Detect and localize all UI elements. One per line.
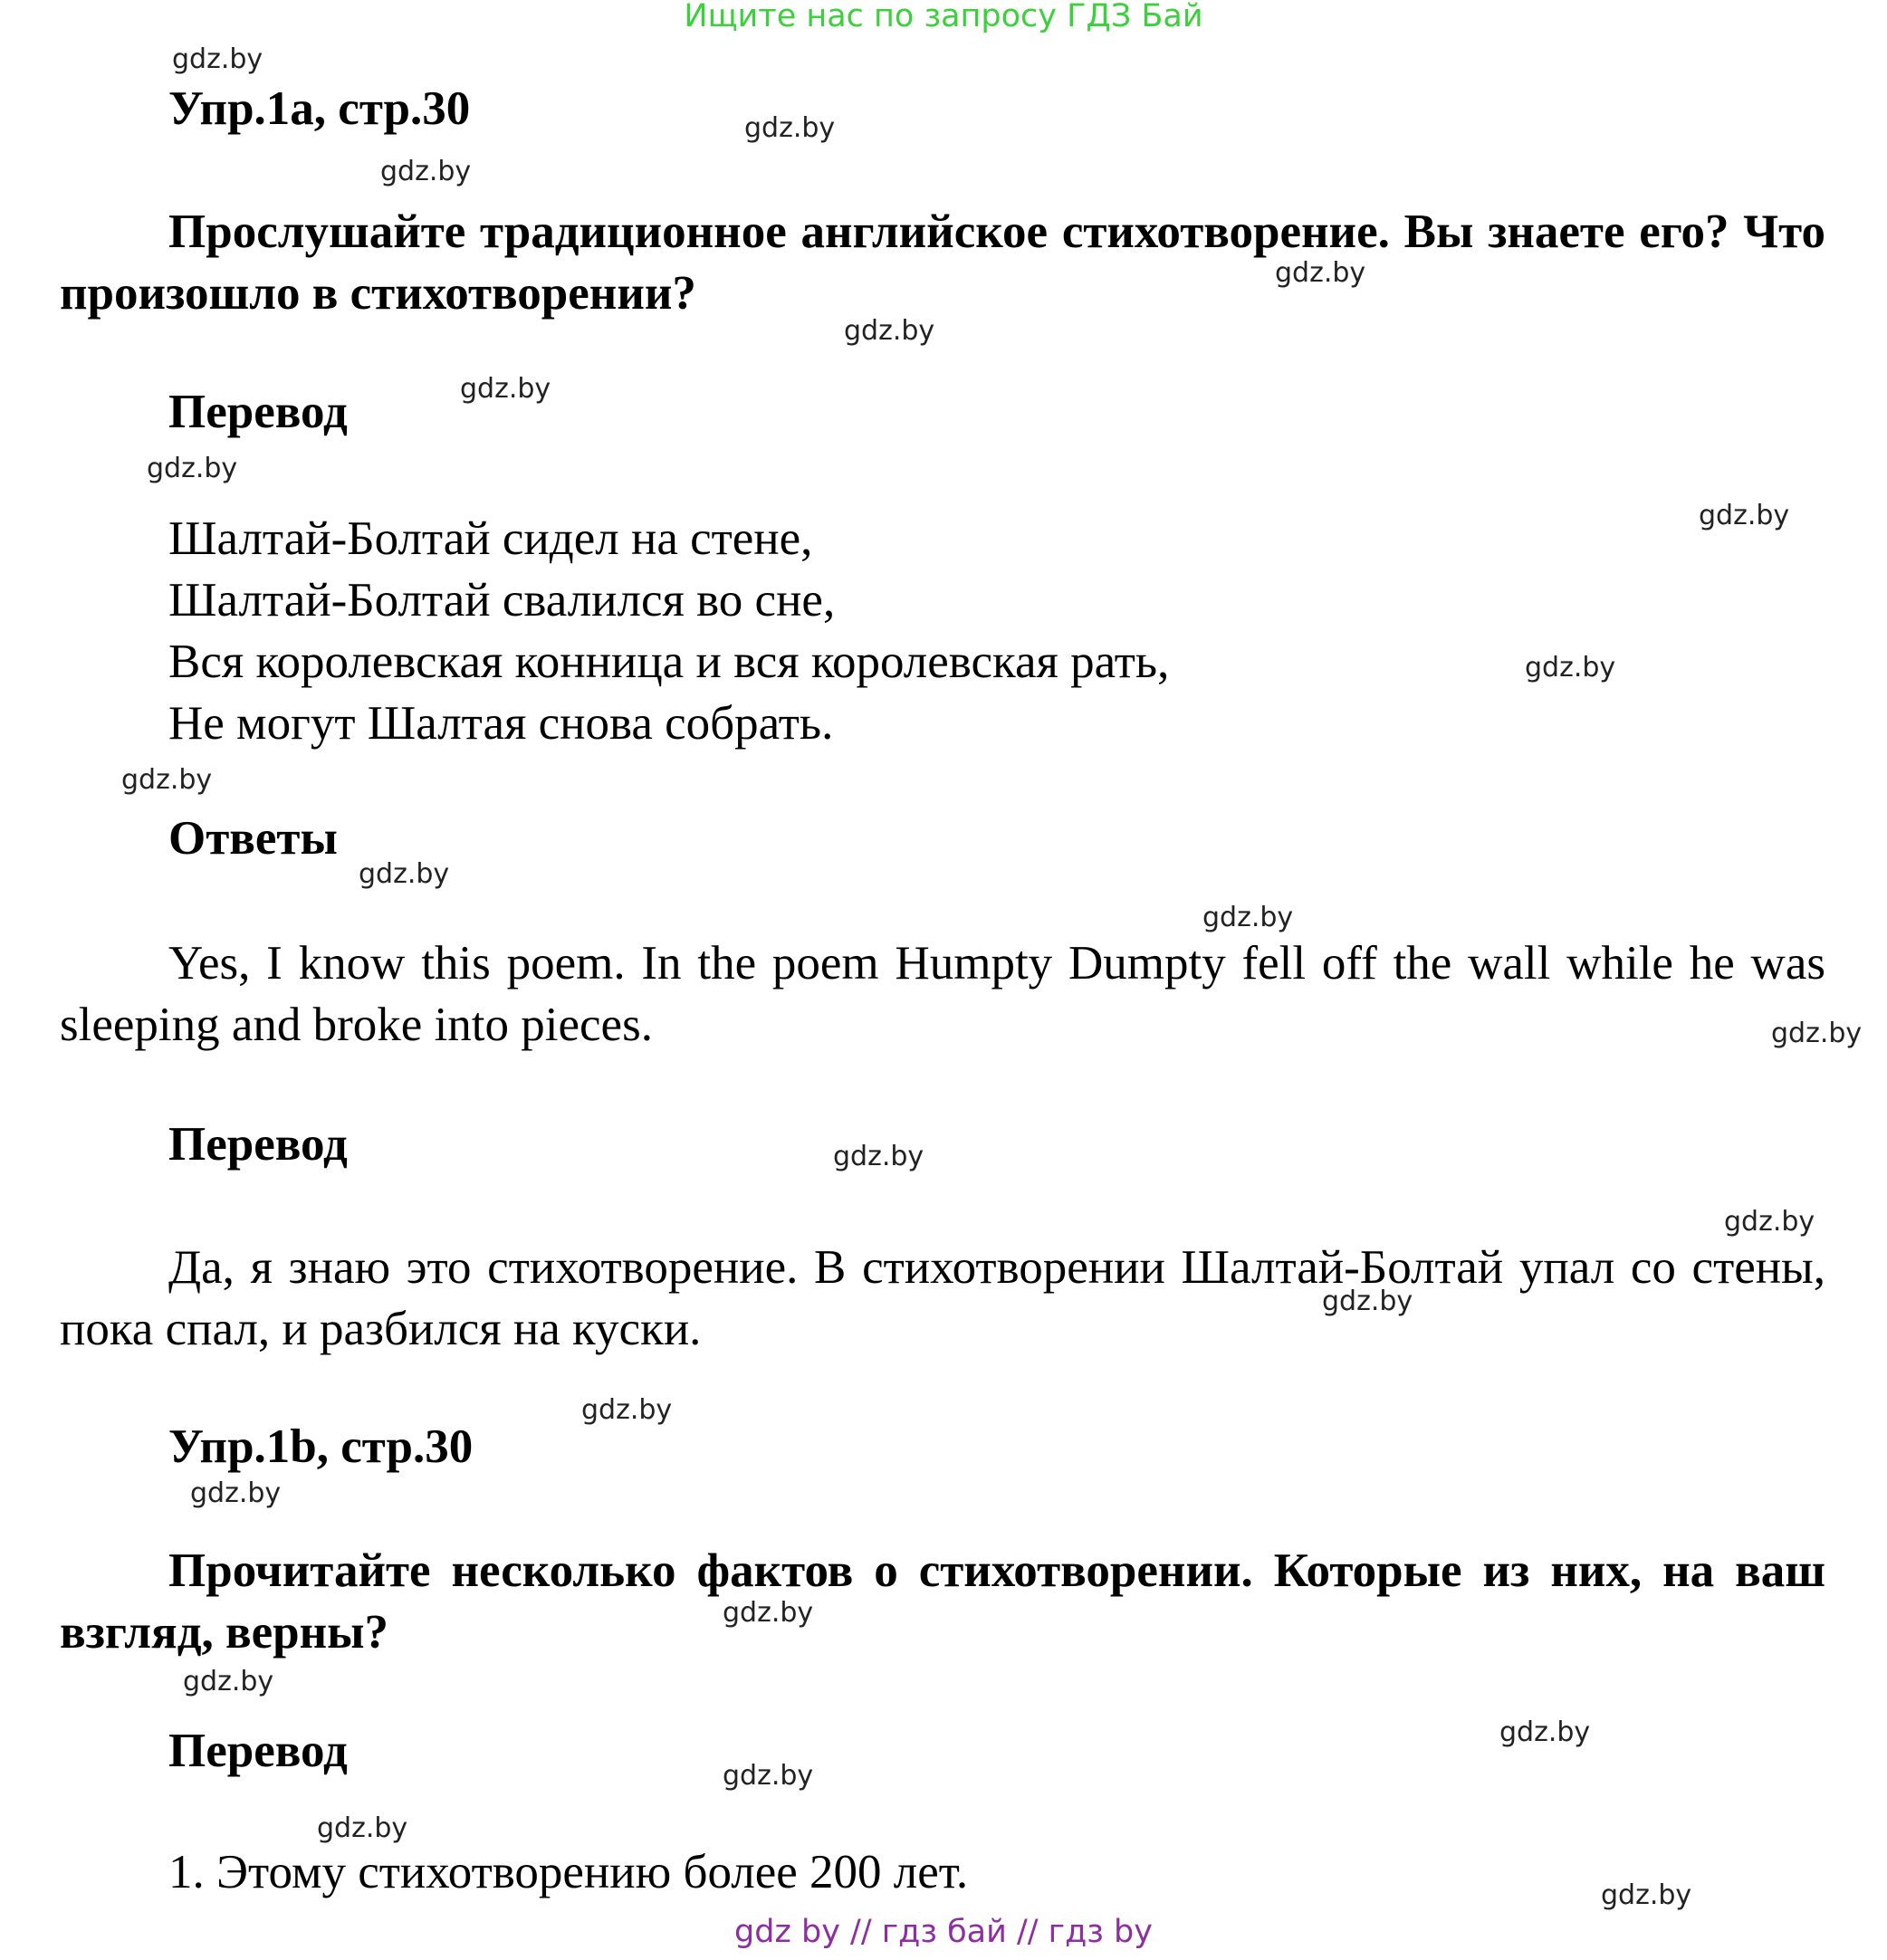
- answers-label: Ответы: [168, 812, 338, 865]
- watermark: gdz.by: [317, 1812, 408, 1844]
- exercise-1a-task: Прослушайте традиционное английское стихотворение. Вы знаете его? Что произошло в стихотворении?: [60, 206, 1825, 320]
- answer-text: Yes, I know this poem. In the poem Humpty Dumpty fell off the wall while he was sleeping and broke into pieces.: [60, 937, 1825, 1051]
- watermark: gdz.by: [190, 1477, 282, 1509]
- watermark: gdz.by: [744, 112, 836, 144]
- watermark: gdz.by: [833, 1141, 924, 1172]
- poem-line: Не могут Шалтая снова собрать.: [168, 697, 834, 750]
- exercise-1a-heading: Упр.1а, стр.30: [168, 82, 471, 135]
- poem-line: Вся королевская конница и вся королевская рать,: [168, 636, 1170, 688]
- watermark: gdz.by: [380, 156, 472, 187]
- watermark: gdz.by: [183, 1666, 274, 1697]
- exercise-1b-heading: Упр.1b, стр.30: [168, 1420, 474, 1473]
- poem: [168, 508, 1169, 754]
- watermark: gdz.by: [1699, 500, 1790, 531]
- answer-translation-label: Перевод: [168, 1118, 348, 1171]
- exercise-1b-task: Прочитайте несколько фактов о стихотворении. Которые из них, на ваш взгляд, верны?: [60, 1544, 1825, 1659]
- watermark: gdz.by: [359, 858, 450, 890]
- search-banner[interactable]: Ищите нас по запросу ГДЗ Бай: [684, 0, 1203, 34]
- exercise-1b-translation-label: Перевод: [168, 1725, 348, 1777]
- watermark: gdz.by: [460, 373, 551, 405]
- watermark: gdz.by: [1771, 1018, 1863, 1049]
- watermark: gdz.by: [1525, 652, 1616, 684]
- watermark: gdz.by: [1499, 1716, 1591, 1748]
- watermark: gdz.by: [172, 43, 263, 75]
- poem-line: Шалтай-Болтай свалился во сне,: [168, 574, 836, 626]
- exercise-1a-translation-label: Перевод: [168, 386, 348, 438]
- watermark: gdz.by: [1202, 902, 1294, 933]
- answer-translation-text: Да, я знаю это стихотворение. В стихотворении Шалтай-Болтай упал со стены, пока спал, и разбился на куски.: [60, 1241, 1825, 1355]
- watermark: gdz.by: [1601, 1879, 1692, 1911]
- watermark: gdz.by: [844, 315, 935, 347]
- watermark: gdz.by: [723, 1597, 814, 1629]
- footer-links[interactable]: gdz by // гдз бай // гдз by: [734, 1914, 1153, 1950]
- watermark: gdz.by: [1322, 1286, 1413, 1317]
- watermark: gdz.by: [1724, 1206, 1815, 1238]
- fact-list-item: 1. Этому стихотворению более 200 лет.: [168, 1846, 969, 1898]
- watermark: gdz.by: [723, 1760, 814, 1792]
- watermark: gdz.by: [121, 764, 213, 796]
- watermark: gdz.by: [1275, 257, 1366, 289]
- watermark: gdz.by: [581, 1394, 673, 1426]
- poem-line: Шалтай-Болтай сидел на стене,: [168, 512, 813, 565]
- watermark: gdz.by: [147, 453, 238, 484]
